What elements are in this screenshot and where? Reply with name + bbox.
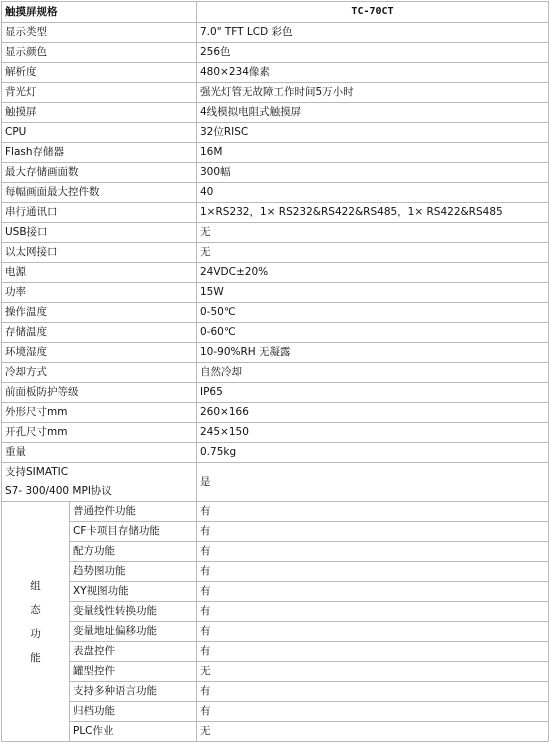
config-value: 有 xyxy=(197,602,549,622)
spec-row xyxy=(2,83,549,103)
config-value: 有 xyxy=(197,562,549,582)
spec-value: 256色 xyxy=(197,43,549,63)
spec-value: 4线模拟电阻式触摸屏 xyxy=(197,103,549,123)
header-title: 触摸屏规格 xyxy=(2,2,197,23)
spec-value: 0-50℃ xyxy=(197,303,549,323)
config-row xyxy=(2,682,549,702)
spec-label: 存储温度 xyxy=(2,323,197,343)
config-value: 有 xyxy=(197,502,549,522)
config-label: 普通控件功能 xyxy=(70,502,197,522)
config-side-char: 能 xyxy=(30,651,41,664)
config-label: 配方功能 xyxy=(70,542,197,562)
config-value: 有 xyxy=(197,642,549,662)
spec-value: 强光灯管无故障工作时间5万小时 xyxy=(197,83,549,103)
config-value: 有 xyxy=(197,702,549,722)
spec-row xyxy=(2,223,549,243)
spec-label: 冷却方式 xyxy=(2,363,197,383)
config-side-char: 态 xyxy=(30,603,41,616)
spec-row xyxy=(2,183,549,203)
spec-label: 串行通讯口 xyxy=(2,203,197,223)
spec-row xyxy=(2,343,549,363)
header-model: TC-70CT xyxy=(197,2,549,23)
config-row xyxy=(2,702,549,722)
spec-row xyxy=(2,203,549,223)
spec-value: IP65 xyxy=(197,383,549,403)
config-label: CF卡项目存储功能 xyxy=(70,522,197,542)
config-value: 有 xyxy=(197,622,549,642)
spec-value: 16M xyxy=(197,143,549,163)
spec-row xyxy=(2,103,549,123)
config-row xyxy=(2,642,549,662)
spec-label: 外形尺寸mm xyxy=(2,403,197,423)
spec-label: CPU xyxy=(2,123,197,143)
config-label: 趋势图功能 xyxy=(70,562,197,582)
config-value: 有 xyxy=(197,582,549,602)
spec-value: 无 xyxy=(197,243,549,263)
spec-row xyxy=(2,363,549,383)
spec-value: 1×RS232，1× RS232&RS422&RS485，1× RS422&RS485 xyxy=(197,203,549,223)
spec-label: Flash存储器 xyxy=(2,143,197,163)
config-row xyxy=(2,622,549,642)
config-row xyxy=(2,502,549,522)
spec-row xyxy=(2,63,549,83)
config-label: 支持多种语言功能 xyxy=(70,682,197,702)
spec-value: 480×234像素 xyxy=(197,63,549,83)
spec-value: 245×150 xyxy=(197,423,549,443)
spec-value: 24VDC±20% xyxy=(197,263,549,283)
spec-row xyxy=(2,283,549,303)
simatic-value: 是 xyxy=(197,463,549,502)
spec-label: USB接口 xyxy=(2,223,197,243)
spec-label: 环境湿度 xyxy=(2,343,197,363)
spec-row xyxy=(2,263,549,283)
spec-row xyxy=(2,303,549,323)
spec-row xyxy=(2,143,549,163)
spec-value: 0.75kg xyxy=(197,443,549,463)
spec-value: 15W xyxy=(197,283,549,303)
simatic-label-line2: S7- 300/400 MPI协议 xyxy=(5,485,112,497)
spec-row xyxy=(2,23,549,43)
config-value: 无 xyxy=(197,662,549,682)
spec-row xyxy=(2,403,549,423)
spec-label: 显示颜色 xyxy=(2,43,197,63)
config-side-label xyxy=(2,502,70,742)
spec-label: 前面板防护等级 xyxy=(2,383,197,403)
spec-label: 操作温度 xyxy=(2,303,197,323)
spec-label: 电源 xyxy=(2,263,197,283)
simatic-label-line1: 支持SIMATIC xyxy=(5,466,69,478)
spec-label: 解析度 xyxy=(2,63,197,83)
spec-row xyxy=(2,323,549,343)
spec-label: 触摸屏 xyxy=(2,103,197,123)
spec-label: 功率 xyxy=(2,283,197,303)
config-label: 罐型控件 xyxy=(70,662,197,682)
spec-row xyxy=(2,243,549,263)
spec-label: 最大存储画面数 xyxy=(2,163,197,183)
spec-value: 无 xyxy=(197,223,549,243)
spec-row xyxy=(2,383,549,403)
spec-value: 7.0" TFT LCD 彩色 xyxy=(197,23,549,43)
spec-value: 40 xyxy=(197,183,549,203)
spec-label: 背光灯 xyxy=(2,83,197,103)
config-value: 有 xyxy=(197,542,549,562)
spec-row xyxy=(2,123,549,143)
simatic-row xyxy=(2,463,549,502)
spec-value: 10-90%RH 无凝露 xyxy=(197,343,549,363)
spec-value: 260×166 xyxy=(197,403,549,423)
config-row xyxy=(2,562,549,582)
spec-label: 以太网接口 xyxy=(2,243,197,263)
config-label: XY视图功能 xyxy=(70,582,197,602)
config-side-char: 组 xyxy=(30,579,41,592)
config-row xyxy=(2,582,549,602)
config-value: 无 xyxy=(197,722,549,742)
config-row xyxy=(2,542,549,562)
spec-row xyxy=(2,443,549,463)
config-row xyxy=(2,662,549,682)
spec-label: 每幅画面最大控件数 xyxy=(2,183,197,203)
config-label: 变量地址偏移功能 xyxy=(70,622,197,642)
spec-value: 0-60℃ xyxy=(197,323,549,343)
config-row xyxy=(2,722,549,742)
config-label: PLC作业 xyxy=(70,722,197,742)
config-label: 归档功能 xyxy=(70,702,197,722)
spec-row xyxy=(2,163,549,183)
spec-table xyxy=(1,1,549,742)
simatic-label xyxy=(2,463,197,502)
spec-value: 自然冷却 xyxy=(197,363,549,383)
config-row xyxy=(2,602,549,622)
config-value: 有 xyxy=(197,682,549,702)
spec-row xyxy=(2,423,549,443)
spec-value: 300幅 xyxy=(197,163,549,183)
spec-label: 开孔尺寸mm xyxy=(2,423,197,443)
config-label: 变量线性转换功能 xyxy=(70,602,197,622)
config-row xyxy=(2,522,549,542)
config-side-char: 功 xyxy=(30,627,41,640)
spec-label: 显示类型 xyxy=(2,23,197,43)
header-row xyxy=(2,2,549,23)
spec-value: 32位RISC xyxy=(197,123,549,143)
config-value: 有 xyxy=(197,522,549,542)
config-label: 表盘控件 xyxy=(70,642,197,662)
spec-label: 重量 xyxy=(2,443,197,463)
spec-row xyxy=(2,43,549,63)
